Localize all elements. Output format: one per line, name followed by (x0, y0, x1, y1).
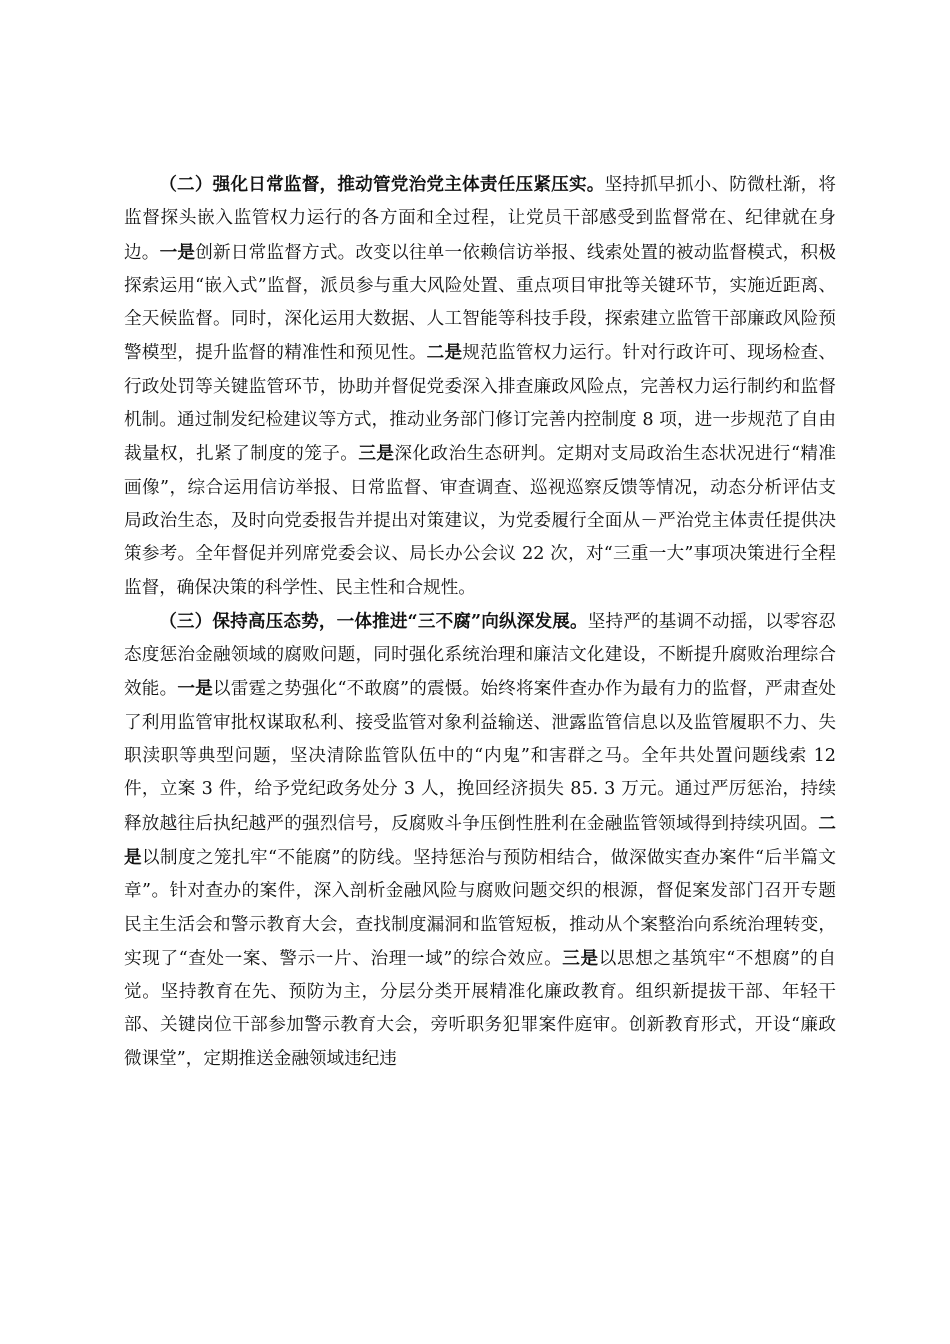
point-label-3: 三是 (358, 443, 395, 465)
body-text: 以制度之笼扎牢“不能腐”的防线。坚持惩治与预防相结合，做深做实查办案件“后半篇文章”。针对查办的案件，深入剖析金融风险与腐败问题交织的根源，督促案发部门召开专题民主生活会和警示教育大会，查找制度漏洞和监管短板，推动从个案整治向系统治理转变，实现了“查处一案、警示一片、治理一域”的综合效应。 (124, 847, 836, 969)
document-body (124, 168, 836, 1076)
body-text: 创新日常监督方式。改变以往单一依赖信访举报、线索处置的被动监督模式，积极探索运用“嵌入式”监督，派员参与重大风险处置、重点项目审批等关键环节，实施近距离、全天候监督。同时，深化运用大数据、人工智能等科技手段，探索建立监管干部廉政风险预警模型，提升监督的精准性和预见性。 (124, 242, 836, 364)
paragraph-high-pressure-anticorruption (124, 605, 836, 1076)
point-label-2: 二是 (124, 812, 836, 868)
point-label-3: 三是 (562, 947, 599, 969)
point-label-1: 一是 (159, 241, 196, 263)
section-heading-3: （三）保持高压态势，一体推进“三不腐”向纵深发展。 (159, 610, 588, 632)
point-label-1: 一是 (177, 678, 213, 700)
body-text: 以思想之基筑牢“不想腐”的自觉。坚持教育在先、预防为主，分层分类开展精准化廉政教育。组织新提拔干部、年轻干部、关键岗位干部参加警示教育大会，旁听职务犯罪案件庭审。创新教育形式，开设“廉政微课堂”，定期推送金融领域违纪违 (124, 948, 836, 1069)
body-text: 坚持抓早抓小、防微杜渐，将监督探头嵌入监管权力运行的各方面和全过程，让党员干部感受到监督常在、纪律就在身边。 (124, 175, 836, 263)
body-text: 规范监管权力运行。针对行政许可、现场检查、行政处罚等关键监管环节，协助并督促党委深入排查廉政风险点，完善权力运行制约和监督机制。通过制发纪检建议等方式，推动业务部门修订完善内控制度 8 项，进一步规范了自由裁量权，扎紧了制度的笼子。 (124, 343, 836, 465)
section-heading-2: （二）强化日常监督，推动管党治党主体责任压紧压实。 (159, 174, 605, 195)
point-label-2: 二是 (426, 342, 463, 364)
body-text: 坚持严的基调不动摇，以零容忍态度惩治金融领域的腐败问题，同时强化系统治理和廉洁文化建设，不断提升腐败治理综合效能。 (124, 611, 836, 700)
body-text: 以雷霆之势强化“不敢腐”的震慑。始终将案件查办作为最有力的监督，严肃查处了利用监管审批权谋取私利、接受监管对象利益输送、泄露监管信息以及监管履职不力、失职渎职等典型问题，坚决清除监管队伍中的“内鬼”和害群之马。全年共处置问题线索 12 件，立案 3 件，给予党纪政务处分 3 人，挽回经济损失 85. 3 万元。通过严厉惩治，持续释放越往后执纪越严的强烈信号，反腐败斗争压倒性胜利在金融监管领域得到持续巩固。 (124, 679, 836, 834)
body-text: 深化政治生态研判。定期对支局政治生态状况进行“精准画像”，综合运用信访举报、日常监督、审查调查、巡视巡察反馈等情况，动态分析评估支局政治生态，及时向党委报告并提出对策建议，为党委履行全面从－严治党主体责任提供决策参考。全年督促并列席党委会议、局长办公会议 22 次，对“三重一大”事项决策进行全程监督，确保决策的科学性、民主性和合规性。 (124, 444, 836, 598)
paragraph-strengthen-daily-supervision (124, 168, 836, 605)
